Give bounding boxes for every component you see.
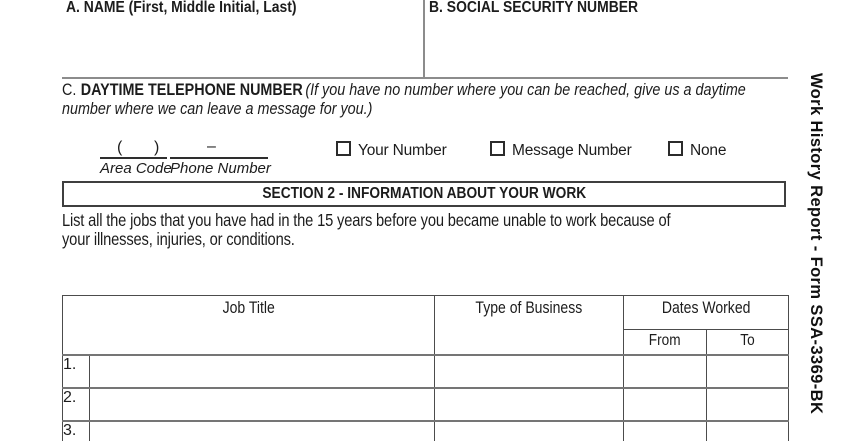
date-from-cell[interactable]: [624, 355, 707, 388]
row-number: 2.: [63, 388, 90, 421]
job-title-header: Job Title: [63, 296, 435, 355]
area-code-input-line[interactable]: [100, 157, 167, 159]
ssn-field-label-text: B. SOCIAL SECURITY NUMBER: [429, 0, 639, 16]
ssn-input-area[interactable]: [429, 18, 784, 75]
type-of-business-cell[interactable]: [435, 355, 624, 388]
section2-instructions-line2: your illnesses, injuries, or conditions.: [62, 229, 295, 249]
message-number-label: Message Number: [512, 142, 632, 159]
form-side-title: Work History Report - Form SSA-3369-BK: [807, 73, 825, 415]
phone-field-note-line1: (If you have no number where you can be reached, give us a daytime: [305, 81, 746, 99]
date-from-cell[interactable]: [624, 388, 707, 421]
name-field-label-text: A. NAME (First, Middle Initial, Last): [66, 0, 297, 16]
phone-field-label-text: DAYTIME TELEPHONE NUMBER: [80, 81, 303, 99]
job-title-cell[interactable]: [90, 355, 435, 388]
phone-number-caption: Phone Number: [170, 160, 271, 177]
job-title-cell[interactable]: [90, 388, 435, 421]
area-code-open-paren: (: [117, 139, 123, 156]
phone-field-note-line2: number where we can leave a message for you.): [62, 100, 373, 118]
date-to-cell[interactable]: [707, 388, 789, 421]
phone-field-prefix: C.: [62, 81, 77, 99]
phone-field-label: [62, 81, 848, 100]
dates-worked-header: Dates Worked: [624, 296, 789, 330]
name-field-label: [66, 0, 331, 17]
name-ssn-divider: [423, 0, 425, 78]
type-of-business-header: Type of Business: [435, 296, 624, 355]
date-to-cell[interactable]: [707, 421, 789, 441]
area-code-caption: Area Code: [100, 160, 172, 177]
row-number: 3.: [63, 421, 90, 441]
none-label: None: [690, 142, 727, 159]
section2-instructions-line1: List all the jobs that you have had in the 15 years before you became unable to work because of: [62, 210, 671, 230]
ssn-field-label: [429, 0, 669, 17]
header-divider-rule: [62, 77, 788, 79]
job-row-1: [63, 355, 789, 388]
date-from-cell[interactable]: [624, 421, 707, 441]
name-input-area[interactable]: [63, 18, 421, 75]
section2-title-box: [62, 181, 786, 207]
your-number-label: Your Number: [358, 142, 447, 159]
job-row-2: [63, 388, 789, 421]
phone-number-input-line[interactable]: [170, 157, 268, 159]
type-of-business-cell[interactable]: [435, 388, 624, 421]
from-header: From: [624, 330, 707, 355]
type-of-business-cell[interactable]: [435, 421, 624, 441]
your-number-checkbox[interactable]: [336, 141, 351, 156]
phone-number-dash: –: [207, 138, 216, 155]
date-to-cell[interactable]: [707, 355, 789, 388]
none-checkbox[interactable]: [668, 141, 683, 156]
area-code-close-paren: ): [154, 139, 160, 156]
to-header: To: [707, 330, 789, 355]
row-number: 1.: [63, 355, 90, 388]
message-number-checkbox[interactable]: [490, 141, 505, 156]
job-title-cell[interactable]: [90, 421, 435, 441]
job-row-3: [63, 421, 789, 441]
section2-title: SECTION 2 - INFORMATION ABOUT YOUR WORK: [262, 185, 586, 202]
jobs-table: [62, 295, 789, 441]
